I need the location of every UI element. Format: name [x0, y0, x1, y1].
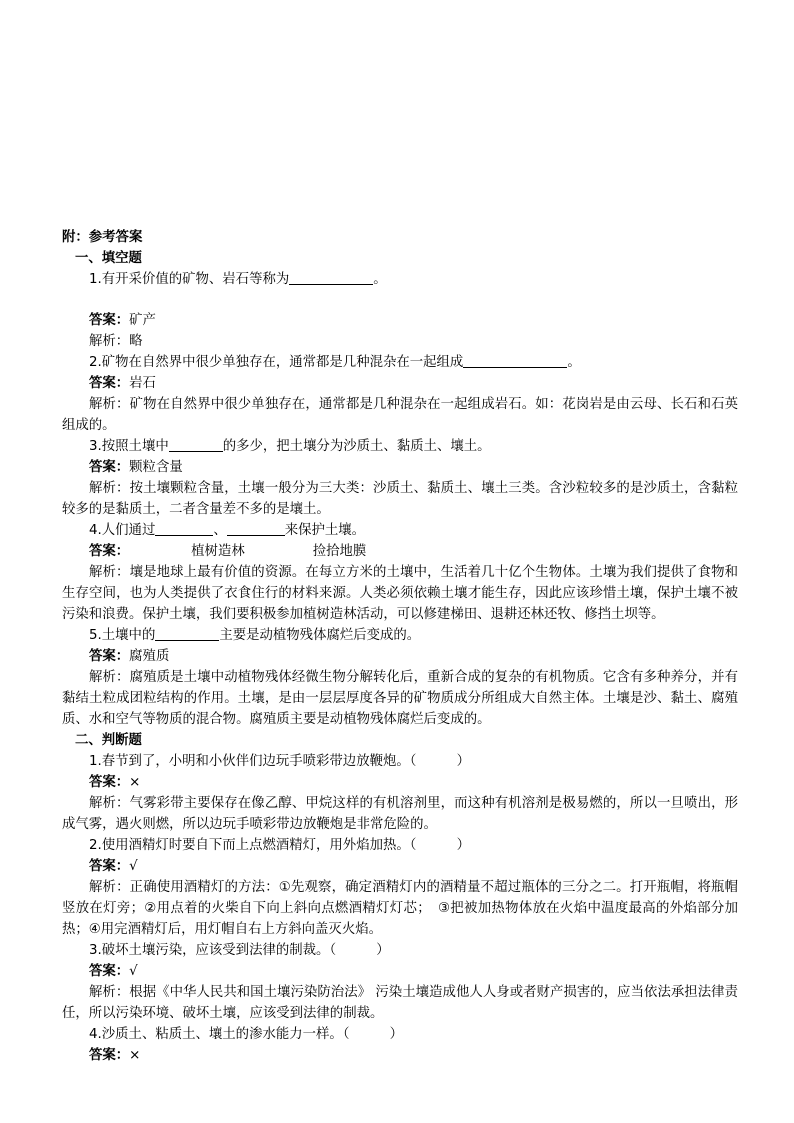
- answer-value: ×: [129, 775, 141, 790]
- judge-answer-4: [62, 1045, 738, 1066]
- analysis-text: 正确使用酒精灯的方法：①先观察，确定酒精灯内的酒精量不超过瓶体的三分之二。打开瓶帽，将瓶帽竖放在灯旁；②用点着的火柴自下向上斜向点燃酒精灯灯芯； ③把被加热物体放在火焰中温度最高的外焰部分加热；④用完酒精灯后，用灯帽自右上方斜向盖灭火焰。: [62, 880, 738, 937]
- analysis-label: 解析：: [89, 565, 130, 580]
- answer-value: 腐殖质: [129, 649, 170, 664]
- analysis-text: 壤是地球上最有价值的资源。在每立方米的土壤中，生活着几十亿个生物体。土壤为我们提供了食物和生存空间，也为人类提供了衣食住行的材料来源。人类必须依赖土壤才能生存，因此应该珍惜土壤，保护土壤不被污染和浪费。保护土壤，我们要积极参加植树造林活动，可以修建梯田、退耕还林还牧、修挡土坝等。: [62, 565, 739, 622]
- spacer: [62, 290, 738, 310]
- answer-value: √: [129, 859, 138, 874]
- answer-blank: [155, 521, 213, 536]
- answer-label: 答案：: [89, 859, 130, 874]
- answer-value: 岩石: [129, 376, 156, 391]
- answer-4: [62, 541, 738, 562]
- answer-label: 答案：: [89, 460, 130, 475]
- question-4: [62, 520, 738, 541]
- analysis-text: 根据《中华人民共和国土壤污染防治法》 污染土壤造成他人人身或者财产损害的，应当依法承担法律责任，所以污染环境、破坏土壤，应该受到法律的制裁。: [62, 985, 738, 1021]
- answer-blank: [463, 353, 567, 368]
- answer-label: 答案：: [89, 775, 130, 790]
- judge-question-3: 3.破坏土壤污染，应该受到法律的制裁。（ ）: [89, 943, 390, 958]
- judge-question-4: 4.沙质土、粘质土、壤土的渗水能力一样。（ ）: [89, 1027, 404, 1042]
- answer-value: 植树造林: [191, 544, 245, 559]
- question-5: [62, 625, 738, 646]
- answer-1: [62, 310, 738, 331]
- judge-question-1: 1.春节到了，小明和小伙伴们边玩手喷彩带边放鞭炮。（ ）: [89, 754, 471, 769]
- analysis-1: [62, 331, 738, 352]
- question-text: 。: [373, 272, 387, 287]
- judge-answer-2: [62, 856, 738, 877]
- answer-label: 答案：: [89, 376, 130, 391]
- question-text: 来保护土壤。: [284, 523, 366, 538]
- question-1: [62, 269, 738, 290]
- answer-label: 答案：: [89, 544, 130, 559]
- analysis-label: 解析：: [89, 397, 130, 412]
- judge-question-2: 2.使用酒精灯时要自下而上点燃酒精灯，用外焰加热。（ ）: [89, 838, 471, 853]
- question-text: 、: [213, 523, 227, 538]
- answer-blank: [169, 437, 223, 452]
- answer-value: ×: [129, 1048, 141, 1063]
- analysis-label: 解析：: [89, 880, 130, 895]
- question-text: 2.矿物在自然界中很少单独存在，通常都是几种混杂在一起组成: [89, 355, 464, 370]
- answer-blank: [155, 626, 219, 641]
- question-text: 。: [567, 355, 581, 370]
- answer-5: [62, 646, 738, 667]
- analysis-text: 矿物在自然界中很少单独存在，通常都是几种混杂在一起组成岩石。如：花岗岩是由云母、长石和石英组成的。: [62, 397, 739, 433]
- answer-2: [62, 373, 738, 394]
- question-text: 1.有开采价值的矿物、岩石等称为: [89, 272, 290, 287]
- answer-label: 答案：: [89, 649, 130, 664]
- question-text: 主要是动植物残体腐烂后变成的。: [219, 628, 421, 643]
- analysis-4: [62, 562, 738, 625]
- answer-value: 捡拾地膜: [312, 544, 367, 559]
- answer-value: √: [129, 964, 138, 979]
- analysis-text: 腐殖质是土壤中动植物残体经微生物分解转化后，重新合成的复杂的有机物质。它含有多种养分，并有黏结土粒成团粒结构的作用。土壤，是由一层层厚度各异的矿物质成分所组成大自然主体。土壤是沙、黏土、腐殖质、水和空气等物质的混合物。腐殖质主要是动植物残体腐烂后变成的。: [62, 670, 739, 727]
- analysis-2: [62, 394, 738, 436]
- analysis-label: 解析：: [89, 481, 130, 496]
- question-text: 4.人们通过: [89, 523, 156, 538]
- answer-3: [62, 457, 738, 478]
- judge-analysis-1: [62, 793, 738, 835]
- answer-key: [62, 227, 738, 1066]
- analysis-label: 解析：: [89, 670, 130, 685]
- analysis-label: 解析：: [89, 796, 130, 811]
- analysis-5: [62, 667, 738, 730]
- analysis-text: 按土壤颗粒含量，土壤一般分为三大类：沙质土、黏质土、壤土三类。含沙粒较多的是沙质土，含黏粒较多的是黏质土，二者含量差不多的是壤土。: [62, 481, 739, 517]
- analysis-label: 解析：: [89, 334, 130, 349]
- analysis-text: 略: [129, 334, 143, 349]
- question-text: 的多少，把土壤分为沙质土、黏质土、壤土。: [222, 439, 491, 454]
- question-text: 5.土壤中的: [89, 628, 156, 643]
- answer-label: 答案：: [89, 964, 130, 979]
- question-text: 3.按照土壤中: [89, 439, 169, 454]
- answer-blank: [227, 521, 285, 536]
- answer-label: 答案：: [89, 1048, 130, 1063]
- question-3: [62, 436, 738, 457]
- question-2: [62, 352, 738, 373]
- heading: 附：参考答案: [62, 230, 143, 245]
- judge-analysis-3: [62, 982, 738, 1024]
- answer-value: 矿产: [129, 313, 156, 328]
- analysis-label: 解析：: [89, 985, 130, 1000]
- analysis-text: 气雾彩带主要保存在像乙醇、甲烷这样的有机溶剂里，而这种有机溶剂是极易燃的，所以一旦喷出，形成气雾，遇火则燃，所以边玩手喷彩带边放鞭炮是非常危险的。: [62, 796, 739, 832]
- judge-analysis-2: [62, 877, 738, 940]
- judge-answer-3: [62, 961, 738, 982]
- section-true-false: 二、判断题: [75, 733, 142, 748]
- answer-blank: [289, 270, 373, 285]
- judge-answer-1: [62, 772, 738, 793]
- answer-value: 颗粒含量: [129, 460, 183, 475]
- section-fill-blank: 一、填空题: [75, 251, 142, 266]
- analysis-3: [62, 478, 738, 520]
- answer-label: 答案：: [89, 313, 130, 328]
